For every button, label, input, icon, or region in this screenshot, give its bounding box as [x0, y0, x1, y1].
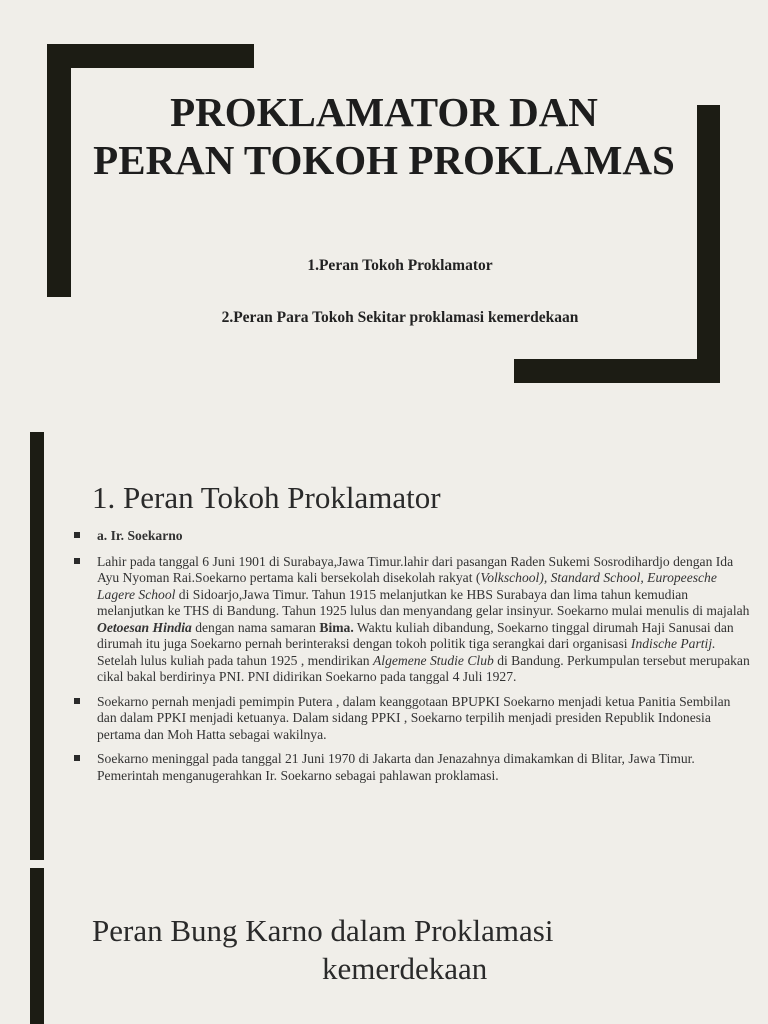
bullet-square-icon	[74, 698, 80, 704]
agenda-item-1: 1.Peran Tokoh Proklamator	[307, 257, 493, 274]
bullet-death	[72, 751, 752, 784]
bullet-list	[72, 528, 752, 784]
slide-soekarno	[0, 432, 768, 860]
bio-text-5: Setelah lulus kuliah pada tahun 1925 , mendirikan	[97, 652, 373, 668]
death-text: Soekarno meninggal pada tanggal 21 Juni 1970 di Jakarta dan Jenazahnya dimakamkan di Blitar, Jawa Timur. Pemerintah menganugerahkan Ir. Soekarno sebagai pahlawan proklamasi.	[97, 751, 695, 783]
bracket-bottom-horizontal	[514, 359, 720, 383]
slide-heading	[92, 912, 652, 988]
title-line-1: PROKLAMATOR DAN	[170, 89, 598, 135]
bullet-biography	[72, 554, 752, 686]
bio-pseudonym: Bima.	[319, 619, 354, 635]
accent-line	[30, 868, 44, 1024]
bullet-square-icon	[74, 755, 80, 761]
heading-line-2: kemerdekaan	[322, 951, 488, 986]
bullet-square-icon	[74, 532, 80, 538]
accent-line	[30, 432, 44, 860]
roles-text: Soekarno pernah menjadi pemimpin Putera , dalam keanggotaan BPUPKI Soekarno menjadi ketua Panitia Sembilan dan dalam PPKI menjadi ketuanya. Dalam sidang PPKI , Soekarno terpilih menjadi presiden Republik Indonesia pertama dan Moh Hatta sebagai wakilnya.	[97, 693, 731, 742]
slide-title-text	[60, 88, 708, 184]
slide-title	[0, 0, 768, 420]
bullet-soekarno-name	[72, 528, 752, 545]
slide-heading: 1. Peran Tokoh Proklamator	[92, 480, 441, 515]
agenda-item-2: 2.Peran Para Tokoh Sekitar proklamasi kemerdekaan	[221, 309, 579, 326]
bio-schools: Volkschool), Standard School, Europeesche Lagere School	[97, 570, 717, 602]
title-line-2: PERAN TOKOH PROKLAMAS	[93, 137, 675, 183]
bio-text-3: dengan nama samaran	[191, 619, 320, 635]
bullet-roles	[72, 694, 752, 744]
bullet-square-icon	[74, 558, 80, 564]
slide-bung-karno-role	[0, 868, 768, 1024]
bio-club: Algemene Studie Club	[372, 652, 494, 668]
bracket-top-horizontal	[47, 44, 254, 68]
bio-text-6: di Bandung. Perkumpulan tersebut merupakan cikal bakal berdirinya PNI. PNI didirikan Soekarno pada tanggal 4 Juli 1927.	[97, 652, 750, 684]
bio-text-1: Lahir pada tanggal 6 Juni 1901 di Surabaya,Jawa Timur.lahir dari pasangan Raden Sukemi Sosrodihardjo dengan Ida Ayu Nyoman Rai.Soekarno pertama kali bersekolah disekolah rakyat (	[97, 553, 734, 585]
bullet-text: a. Ir. Soekarno	[97, 528, 183, 543]
bio-organisation: Indische Partij.	[630, 636, 716, 651]
bio-text-2: di Sidoarjo,Jawa Timur. Tahun 1915 melanjutkan ke HBS Surabaya dan lima tahun kemudian melanjutkan ke THS di Bandung. Tahun 1925 lulus dan menyandang gelar insinyur. Soekarno mulai menulis di majalah	[97, 586, 750, 618]
bio-text-4: Waktu kuliah dibandung, Soekarno tinggal dirumah Haji Sanusai dan dirumah itu juga Soekarno pernah berinteraksi dengan tokoh politik tiga serangkai dari organisasi	[97, 619, 734, 651]
heading-line-1: Peran Bung Karno dalam Proklamasi	[92, 913, 554, 948]
bio-magazine: Oetoesan Hindia	[97, 619, 192, 635]
